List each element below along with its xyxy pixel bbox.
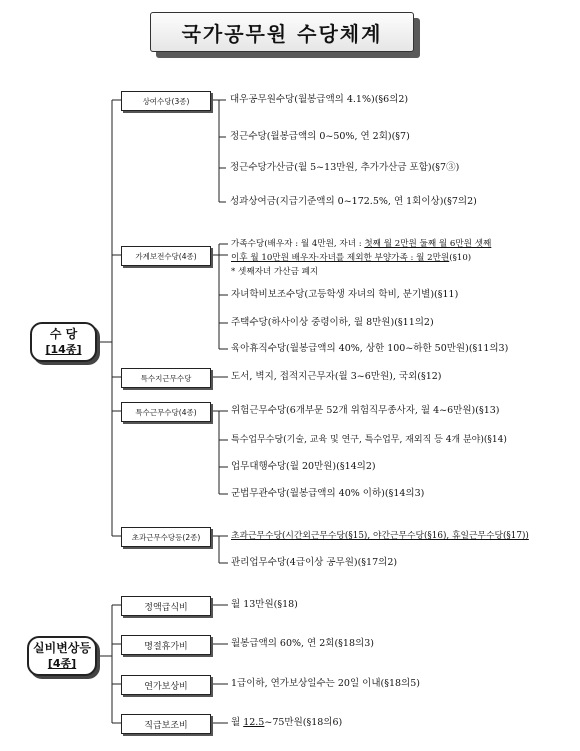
family-allowance-item <box>231 238 491 250</box>
family-allowance-item-cont <box>231 252 471 264</box>
special-item: 업무대행수당(월 20만원)(§14의2) <box>231 461 376 472</box>
duty-item-amount: 12.5 <box>243 717 265 728</box>
bonus-item: 대우공무원수당(월봉급액의 4.1%)(§6의2) <box>230 94 409 105</box>
category-bonus: 상여수당(3종) <box>121 91 211 111</box>
family-allowance-text: 가족수당(배우자 : 월 4만원, 자녀 : <box>231 239 365 249</box>
family-item: 주택수당(하사이상 중령이하, 월 8만원)(§11의2) <box>231 317 434 328</box>
family-allowance-note: * 셋째자녀 가산금 폐지 <box>231 267 319 277</box>
duty-item-suffix: ~75만원(§18의6) <box>264 717 343 728</box>
duty-item-prefix: 월 <box>231 717 244 728</box>
category-holiday: 명절휴가비 <box>121 635 211 655</box>
bonus-item: 정근수당(월봉급액의 0~50%, 연 2회)(§7) <box>230 131 410 142</box>
category-family: 가계보전수당(4종) <box>121 246 211 266</box>
category-special: 특수근무수당(4종) <box>121 402 211 422</box>
overtime-item: 관리업무수당(4급이상 공무원)(§17의2) <box>231 557 398 568</box>
category-remote: 특수지근무수당 <box>121 368 211 388</box>
category-overtime: 초과근무수당등(2종) <box>121 527 211 547</box>
family-item: 자녀학비보조수당(고등학생 자녀의 학비, 분기별)(§11) <box>231 289 459 300</box>
allowance-root-node <box>30 322 97 362</box>
special-item: 특수업무수당(기술, 교육 및 연구, 특수업무, 재외직 등 4개 분야)(§14) <box>231 435 507 445</box>
expense-root-count: [4종] <box>47 657 77 670</box>
bonus-item: 정근수당가산금(월 5~13만원, 추가가산금 포함)(§7③) <box>230 162 460 173</box>
family-allowance-dependents-amount: 이후 월 10만원 배우자·자녀를 제외한 부양가족 : 월 2만원 <box>231 253 450 263</box>
expense-root-label: 실비변상등 <box>33 641 91 655</box>
allowance-root-count: [14종] <box>45 343 82 356</box>
meal-item: 월 13만원(§18) <box>231 599 298 610</box>
holiday-item: 월봉급액의 60%, 연 2회(§18의3) <box>231 638 374 649</box>
bonus-item: 성과상여금(지급기준액의 0~172.5%, 연 1회이상)(§7의2) <box>230 196 477 207</box>
category-duty: 직급보조비 <box>121 714 211 734</box>
family-allowance-children-amount: 첫째 월 2만원 둘째 월 6만원 셋째 <box>364 239 492 249</box>
overtime-item: 초과근무수당(시간외근무수당(§15), 야간근무수당(§16), 휴일근무수당(§17)) <box>231 531 529 541</box>
category-leave: 연가보상비 <box>121 675 211 695</box>
special-item: 군법무관수당(월봉급액의 40% 이하)(§14의3) <box>231 488 425 499</box>
family-item: 육아휴직수당(월봉급액의 40%, 상한 100~하한 50만원)(§11의3) <box>231 343 509 354</box>
family-allowance-ref: (§10) <box>449 253 472 263</box>
page-title: 국가공무원 수당체계 <box>150 12 414 52</box>
expense-root-node <box>27 636 97 676</box>
duty-item <box>231 717 342 729</box>
remote-item: 도서, 벽지, 접적지근무자(월 3~6만원), 국외(§12) <box>231 371 442 382</box>
special-item: 위험근무수당(6개부문 52개 위험직무종사자, 월 4~6만원)(§13) <box>231 405 500 416</box>
leave-item: 1급이하, 연가보상일수는 20일 이내(§18의5) <box>231 678 420 689</box>
allowance-root-label: 수 당 <box>49 327 78 341</box>
category-meal: 정액급식비 <box>121 596 211 616</box>
